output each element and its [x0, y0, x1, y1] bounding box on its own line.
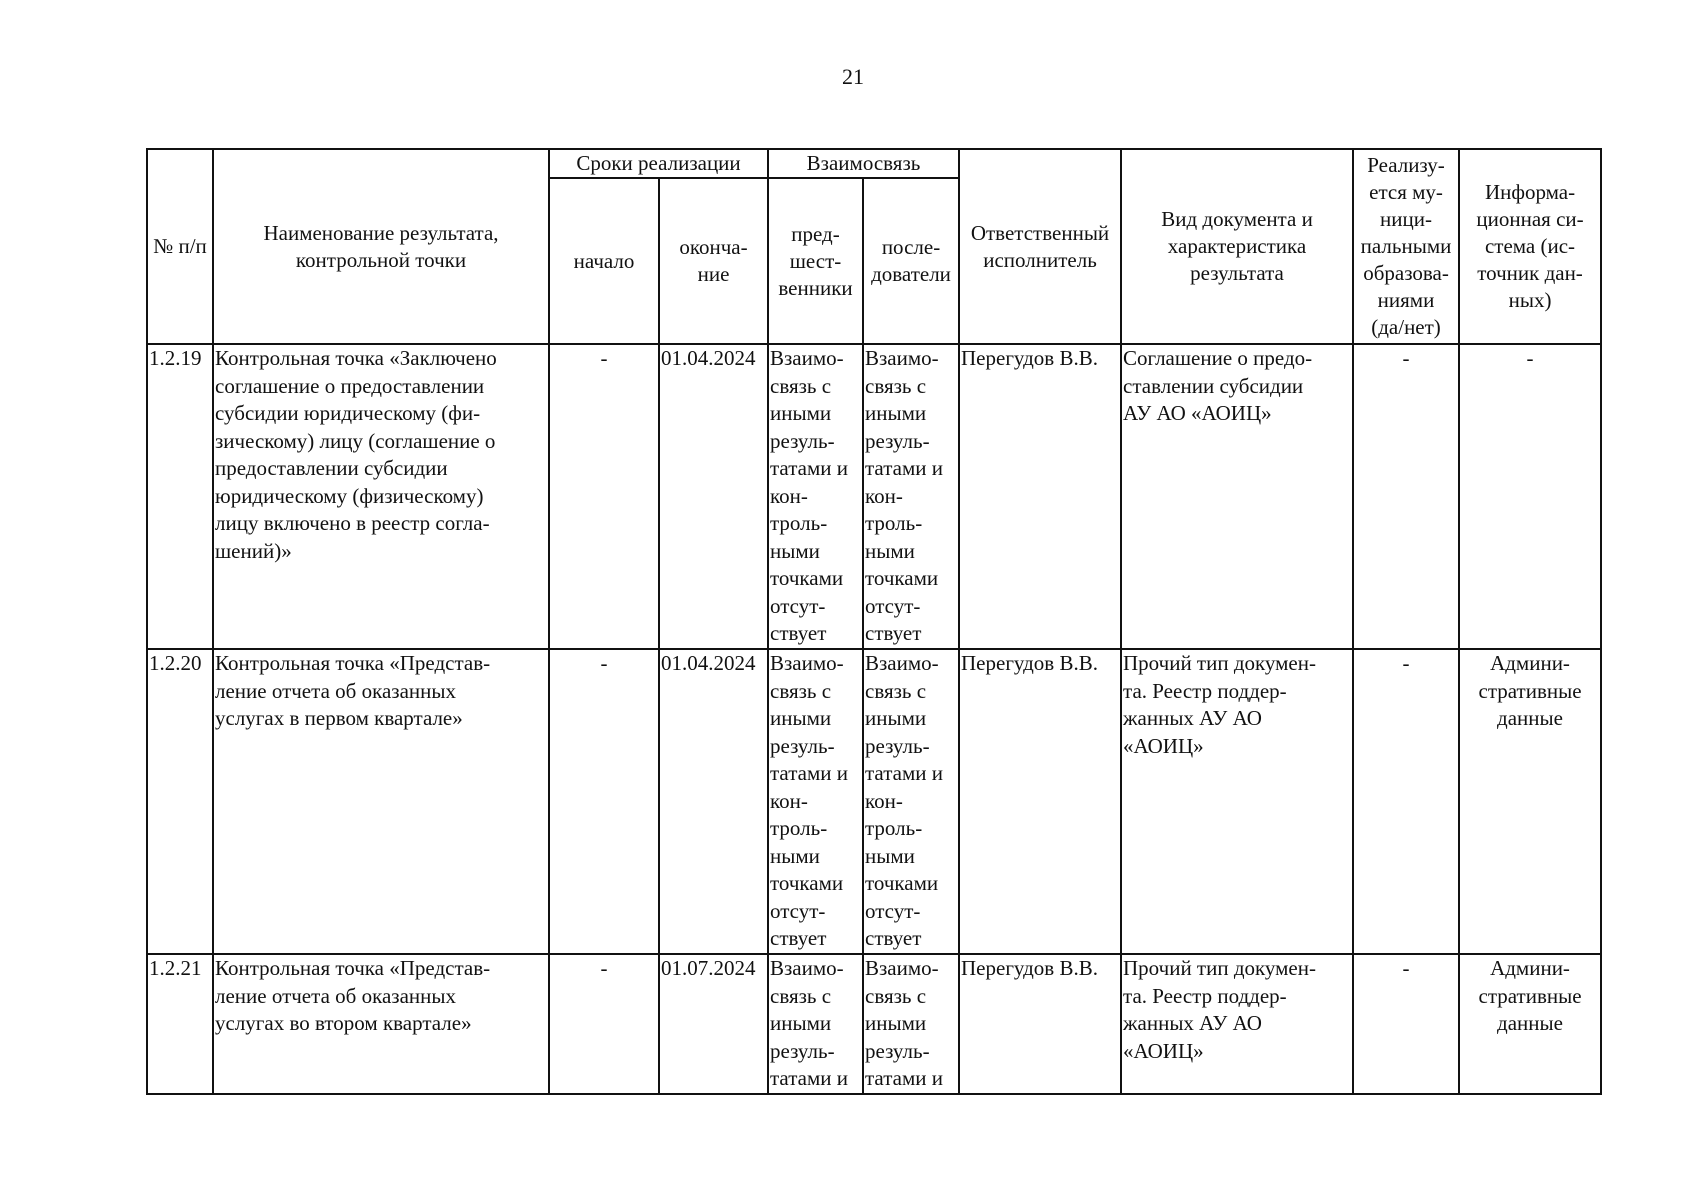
header-num: № п/п: [147, 149, 213, 344]
cell-end: 01.04.2024: [659, 344, 768, 649]
header-end: оконча- ние: [659, 178, 768, 344]
cell-responsible: Перегудов В.В.: [959, 344, 1121, 649]
header-predecessors: пред- шест- венники: [768, 178, 863, 344]
header-successors: после- дователи: [863, 178, 959, 344]
page-number: 21: [842, 64, 864, 89]
header-start: начало: [549, 178, 659, 344]
cell-municipal: -: [1353, 649, 1459, 954]
cell-successors: Взаимо- связь с иными резуль- татами и: [863, 954, 959, 1094]
cell-predecessors: Взаимо- связь с иными резуль- татами и: [768, 954, 863, 1094]
cell-doc-type: Прочий тип докумен- та. Реестр поддер- жанных АУ АО «АОИЦ»: [1121, 954, 1353, 1094]
cell-info-system: Админи- стративные данные: [1459, 649, 1601, 954]
table-row: [147, 954, 1601, 1094]
header-link-group: Взаимосвязь: [768, 149, 959, 178]
cell-responsible: Перегудов В.В.: [959, 649, 1121, 954]
cell-doc-type: Соглашение о предо- ставлении субсидии АУ АО «АОИЦ»: [1121, 344, 1353, 649]
cell-start: -: [549, 954, 659, 1094]
header-name: Наименование результата, контрольной точки: [213, 149, 549, 344]
cell-municipal: -: [1353, 344, 1459, 649]
cell-num: 1.2.20: [147, 649, 213, 954]
cell-name: Контрольная точка «Представ- ление отчета об оказанных услугах в первом квартале»: [213, 649, 549, 954]
table-row: [147, 649, 1601, 954]
cell-name: Контрольная точка «Представ- ление отчета об оказанных услугах во втором квартале»: [213, 954, 549, 1094]
header-terms-group: Сроки реализации: [549, 149, 768, 178]
header-municipal: Реализу- ется му- ници- пальными образова- ниями (да/нет): [1353, 149, 1459, 344]
cell-end: 01.07.2024: [659, 954, 768, 1094]
results-table: [146, 148, 1602, 1095]
cell-info-system: Админи- стративные данные: [1459, 954, 1601, 1094]
cell-municipal: -: [1353, 954, 1459, 1094]
header-responsible: Ответственный исполнитель: [959, 149, 1121, 344]
cell-info-system: -: [1459, 344, 1601, 649]
cell-predecessors: Взаимо- связь с иными резуль- татами и кон- троль- ными точками отсут- ствует: [768, 649, 863, 954]
cell-start: -: [549, 344, 659, 649]
cell-responsible: Перегудов В.В.: [959, 954, 1121, 1094]
cell-successors: Взаимо- связь с иными резуль- татами и кон- троль- ными точками отсут- ствует: [863, 344, 959, 649]
cell-num: 1.2.21: [147, 954, 213, 1094]
table-row: [147, 344, 1601, 649]
header-doc-type: Вид документа и характеристика результата: [1121, 149, 1353, 344]
cell-name: Контрольная точка «Заключено соглашение о предоставлении субсидии юридическому (фи- зическому) лицу (соглашение о предоставлении субсидии юридическому (физическому) лицу включено в реестр согла- шений)»: [213, 344, 549, 649]
cell-successors: Взаимо- связь с иными резуль- татами и кон- троль- ными точками отсут- ствует: [863, 649, 959, 954]
cell-doc-type: Прочий тип докумен- та. Реестр поддер- жанных АУ АО «АОИЦ»: [1121, 649, 1353, 954]
cell-predecessors: Взаимо- связь с иными резуль- татами и кон- троль- ными точками отсут- ствует: [768, 344, 863, 649]
cell-end: 01.04.2024: [659, 649, 768, 954]
cell-start: -: [549, 649, 659, 954]
cell-num: 1.2.19: [147, 344, 213, 649]
table-header: [147, 149, 1601, 344]
header-info-system: Информа- ционная си- стема (ис- точник дан- ных): [1459, 149, 1601, 344]
